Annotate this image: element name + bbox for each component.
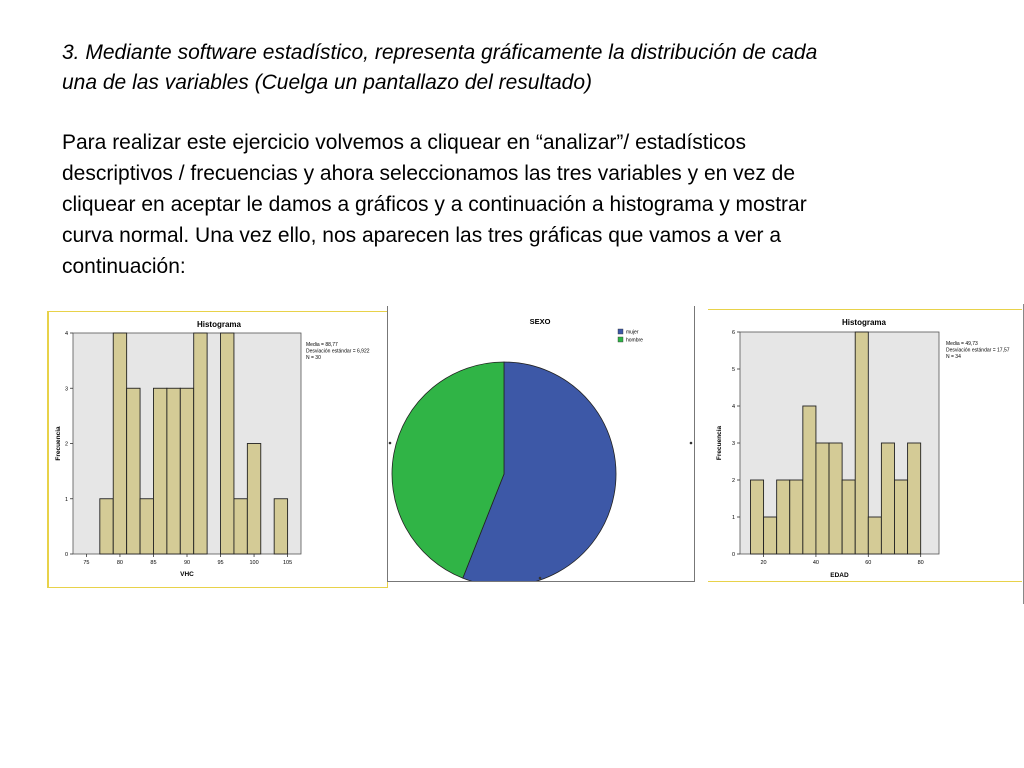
edad-x-tick-label: 60 <box>865 560 872 566</box>
edad-y-tick-label: 3 <box>731 441 735 447</box>
edad-bar <box>842 480 855 554</box>
vhc-bar <box>234 499 247 554</box>
vhc-x-tick-label: 80 <box>116 560 124 566</box>
sexo-chart-title: SEXO <box>529 317 551 326</box>
edad-bar <box>816 443 829 554</box>
sexo-pie-chart <box>388 306 694 581</box>
handle-dot <box>539 577 542 580</box>
vhc-bar <box>221 333 234 554</box>
vhc-stats-line: Desviación estándar = 6,922 <box>306 348 370 355</box>
edad-x-axis-label: EDAD <box>830 572 849 579</box>
edad-bar <box>750 480 763 554</box>
vhc-x-tick-label: 105 <box>282 560 293 566</box>
edad-bar <box>908 443 921 554</box>
vhc-bar <box>153 388 166 554</box>
vhc-x-tick-label: 90 <box>183 560 191 566</box>
vhc-bar <box>194 333 207 554</box>
vhc-x-tick-label: 75 <box>83 560 90 566</box>
edad-x-tick-label: 80 <box>917 560 924 566</box>
edad-stats-line: N = 34 <box>946 354 961 360</box>
edad-y-tick-label: 2 <box>731 478 735 484</box>
handle-dot <box>690 442 693 445</box>
edad-y-tick-label: 5 <box>731 367 735 373</box>
vhc-chart-title: Histograma <box>196 320 242 329</box>
edad-bar <box>803 406 816 554</box>
heading-line: una de las variables (Cuelga un pantallazo del resultado) <box>62 71 593 94</box>
edad-x-tick-label: 20 <box>760 560 767 566</box>
edad-bar <box>790 480 803 554</box>
legend-label-hombre: hombre <box>626 337 643 344</box>
vhc-y-tick-label: 2 <box>64 441 68 448</box>
edad-y-tick-label: 0 <box>731 552 735 558</box>
edad-histogram-panel <box>708 309 1022 582</box>
vhc-bar <box>127 388 140 554</box>
edad-bar <box>881 443 894 554</box>
vhc-x-tick-label: 100 <box>249 560 259 566</box>
edad-bar <box>777 480 790 554</box>
legend-swatch-mujer <box>618 329 623 334</box>
edad-stats-line: Desviación estándar = 17,57 <box>946 347 1010 354</box>
body-line: descriptivos / frecuencias y ahora seleccionamos las tres variables y en vez de <box>62 162 796 185</box>
edad-y-axis-label: Frecuencia <box>716 425 723 461</box>
body-line: continuación: <box>62 255 186 278</box>
edad-x-tick-label: 40 <box>812 560 819 566</box>
vhc-y-tick-label: 3 <box>64 386 68 393</box>
vhc-histogram-chart <box>49 312 387 587</box>
vhc-stats-line: Media = 88,77 <box>306 342 338 348</box>
handle-dot <box>389 442 392 445</box>
vhc-x-tick-label: 95 <box>217 560 224 566</box>
slide-body-text <box>62 127 962 282</box>
vhc-histogram-panel <box>47 311 388 588</box>
vhc-bar <box>247 444 260 555</box>
body-line: curva normal. Una vez ello, nos aparecen las tres gráficas que vamos a ver a <box>62 224 782 247</box>
edad-bar <box>855 332 868 554</box>
vhc-bar <box>113 333 126 554</box>
edad-chart-title: Histograma <box>841 318 887 327</box>
sexo-pie-panel <box>387 306 695 582</box>
edad-bar <box>868 517 881 554</box>
vhc-y-tick-label: 4 <box>64 331 68 337</box>
vhc-bar <box>167 388 180 554</box>
vhc-y-tick-label: 1 <box>64 496 68 503</box>
edad-histogram-chart <box>708 310 1022 581</box>
vhc-bar <box>274 499 287 554</box>
legend-swatch-hombre <box>618 337 623 342</box>
vhc-x-axis-label: VHC <box>180 571 194 578</box>
edad-bar <box>764 517 777 554</box>
legend-label-mujer: mujer <box>626 329 639 336</box>
vhc-stats-line: N = 30 <box>306 355 321 361</box>
vhc-x-tick-label: 85 <box>150 560 157 566</box>
vhc-y-axis-label: Frecuencia <box>55 426 62 461</box>
vhc-bar <box>140 499 153 554</box>
edad-stats-line: Media = 49,73 <box>946 341 978 347</box>
edad-bar <box>829 443 842 554</box>
vhc-y-tick-label: 0 <box>64 552 68 558</box>
slide-heading <box>62 38 962 98</box>
edad-bar <box>894 480 907 554</box>
vhc-bar <box>180 388 193 554</box>
body-line: cliquear en aceptar le damos a gráficos y a continuación a histograma y mostrar <box>62 193 807 216</box>
edad-y-tick-label: 1 <box>731 515 735 521</box>
vhc-bar <box>100 499 113 554</box>
edad-y-tick-label: 6 <box>731 330 735 336</box>
body-line: Para realizar este ejercicio volvemos a cliquear en “analizar”/ estadísticos <box>62 131 746 154</box>
edad-y-tick-label: 4 <box>731 404 735 410</box>
heading-line: 3. Mediante software estadístico, representa gráficamente la distribución de cada <box>62 41 818 64</box>
